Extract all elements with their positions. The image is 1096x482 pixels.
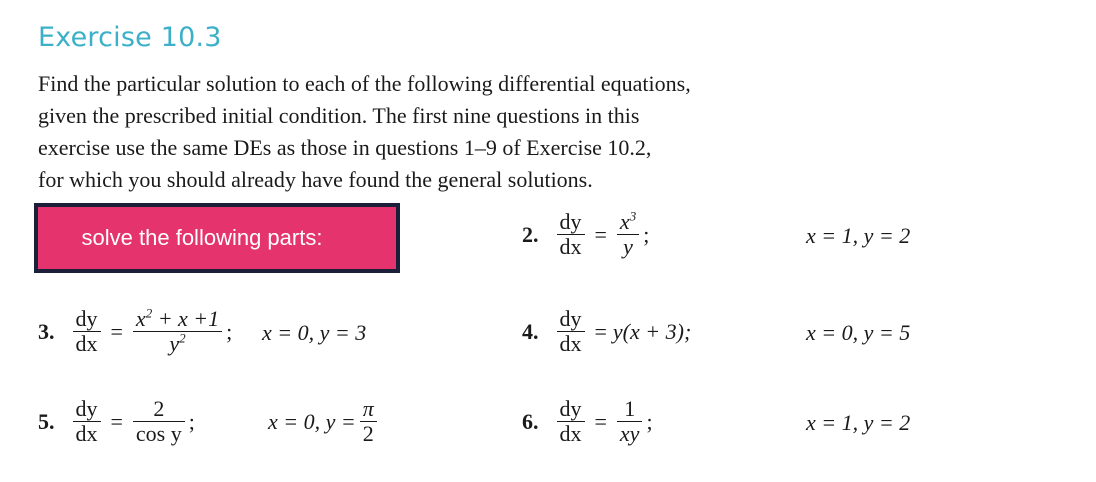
question-number: 6. [522,408,539,434]
initial-condition-3: x = 0, y = 3 [262,320,367,345]
banner-label: solve the following parts: [81,225,323,250]
question-number: 2. [522,221,539,247]
question-5: 5. $\frac{dy}{dx}$ = $\frac{2}{\text{cos y}}$ ; [38,396,195,446]
question-2: 2. $\frac{dy}{dx}$ = $\frac{x^3}{y}$ ; [522,208,650,259]
rhs-fraction: $\frac{2}{\text{cos y}}$ [133,397,185,446]
question-number: 3. [38,318,55,344]
rhs-fraction: $\frac{x^2 + x +1}{y^2}$ [133,307,222,356]
derivative-fraction: $\frac{dy}{dx}$ [73,397,101,446]
initial-condition-5: x = 0, y = $\frac{\pi}{2}$ [268,397,381,446]
question-6: 6. $\frac{dy}{dx}$ = $\frac{1}{xy}$ ; [522,396,653,446]
rhs-fraction: $\frac{1}{xy}$ [617,397,643,446]
derivative-fraction: $\frac{dy}{dx}$ [557,307,585,356]
derivative-fraction: $\frac{dy}{dx}$ [73,307,101,356]
initial-condition-2: x = 1, y = 2 [806,223,911,248]
pi-over-2-fraction: $\frac{\pi}{2}$ [360,397,377,446]
instructions-line: Find the particular solution to each of the following differential equations, [38,71,691,96]
derivative-fraction: $\frac{dy}{dx}$ [557,210,585,259]
instructions-paragraph [38,68,838,196]
derivative-fraction: $\frac{dy}{dx}$ [557,397,585,446]
exercise-title: Exercise 10.3 [38,22,222,53]
instructions-line: given the prescribed initial condition. The first nine questions in this [38,103,640,128]
initial-condition-4: x = 0, y = 5 [806,320,911,345]
question-4: 4. $\frac{dy}{dx}$ = y(x + 3); [522,306,692,356]
solve-parts-banner[interactable] [34,203,400,273]
rhs-fraction: $\frac{x^3}{y}$ [617,210,639,259]
question-number: 4. [522,318,539,344]
instructions-line: exercise use the same DEs as those in questions 1–9 of Exercise 10.2, [38,135,652,160]
question-3: 3. $\frac{dy}{dx}$ = $\frac{x^2 + x +1}{y^2}$ ; [38,305,233,356]
question-number: 5. [38,408,55,434]
instructions-line: for which you should already have found the general solutions. [38,167,593,192]
initial-condition-6: x = 1, y = 2 [806,410,911,435]
